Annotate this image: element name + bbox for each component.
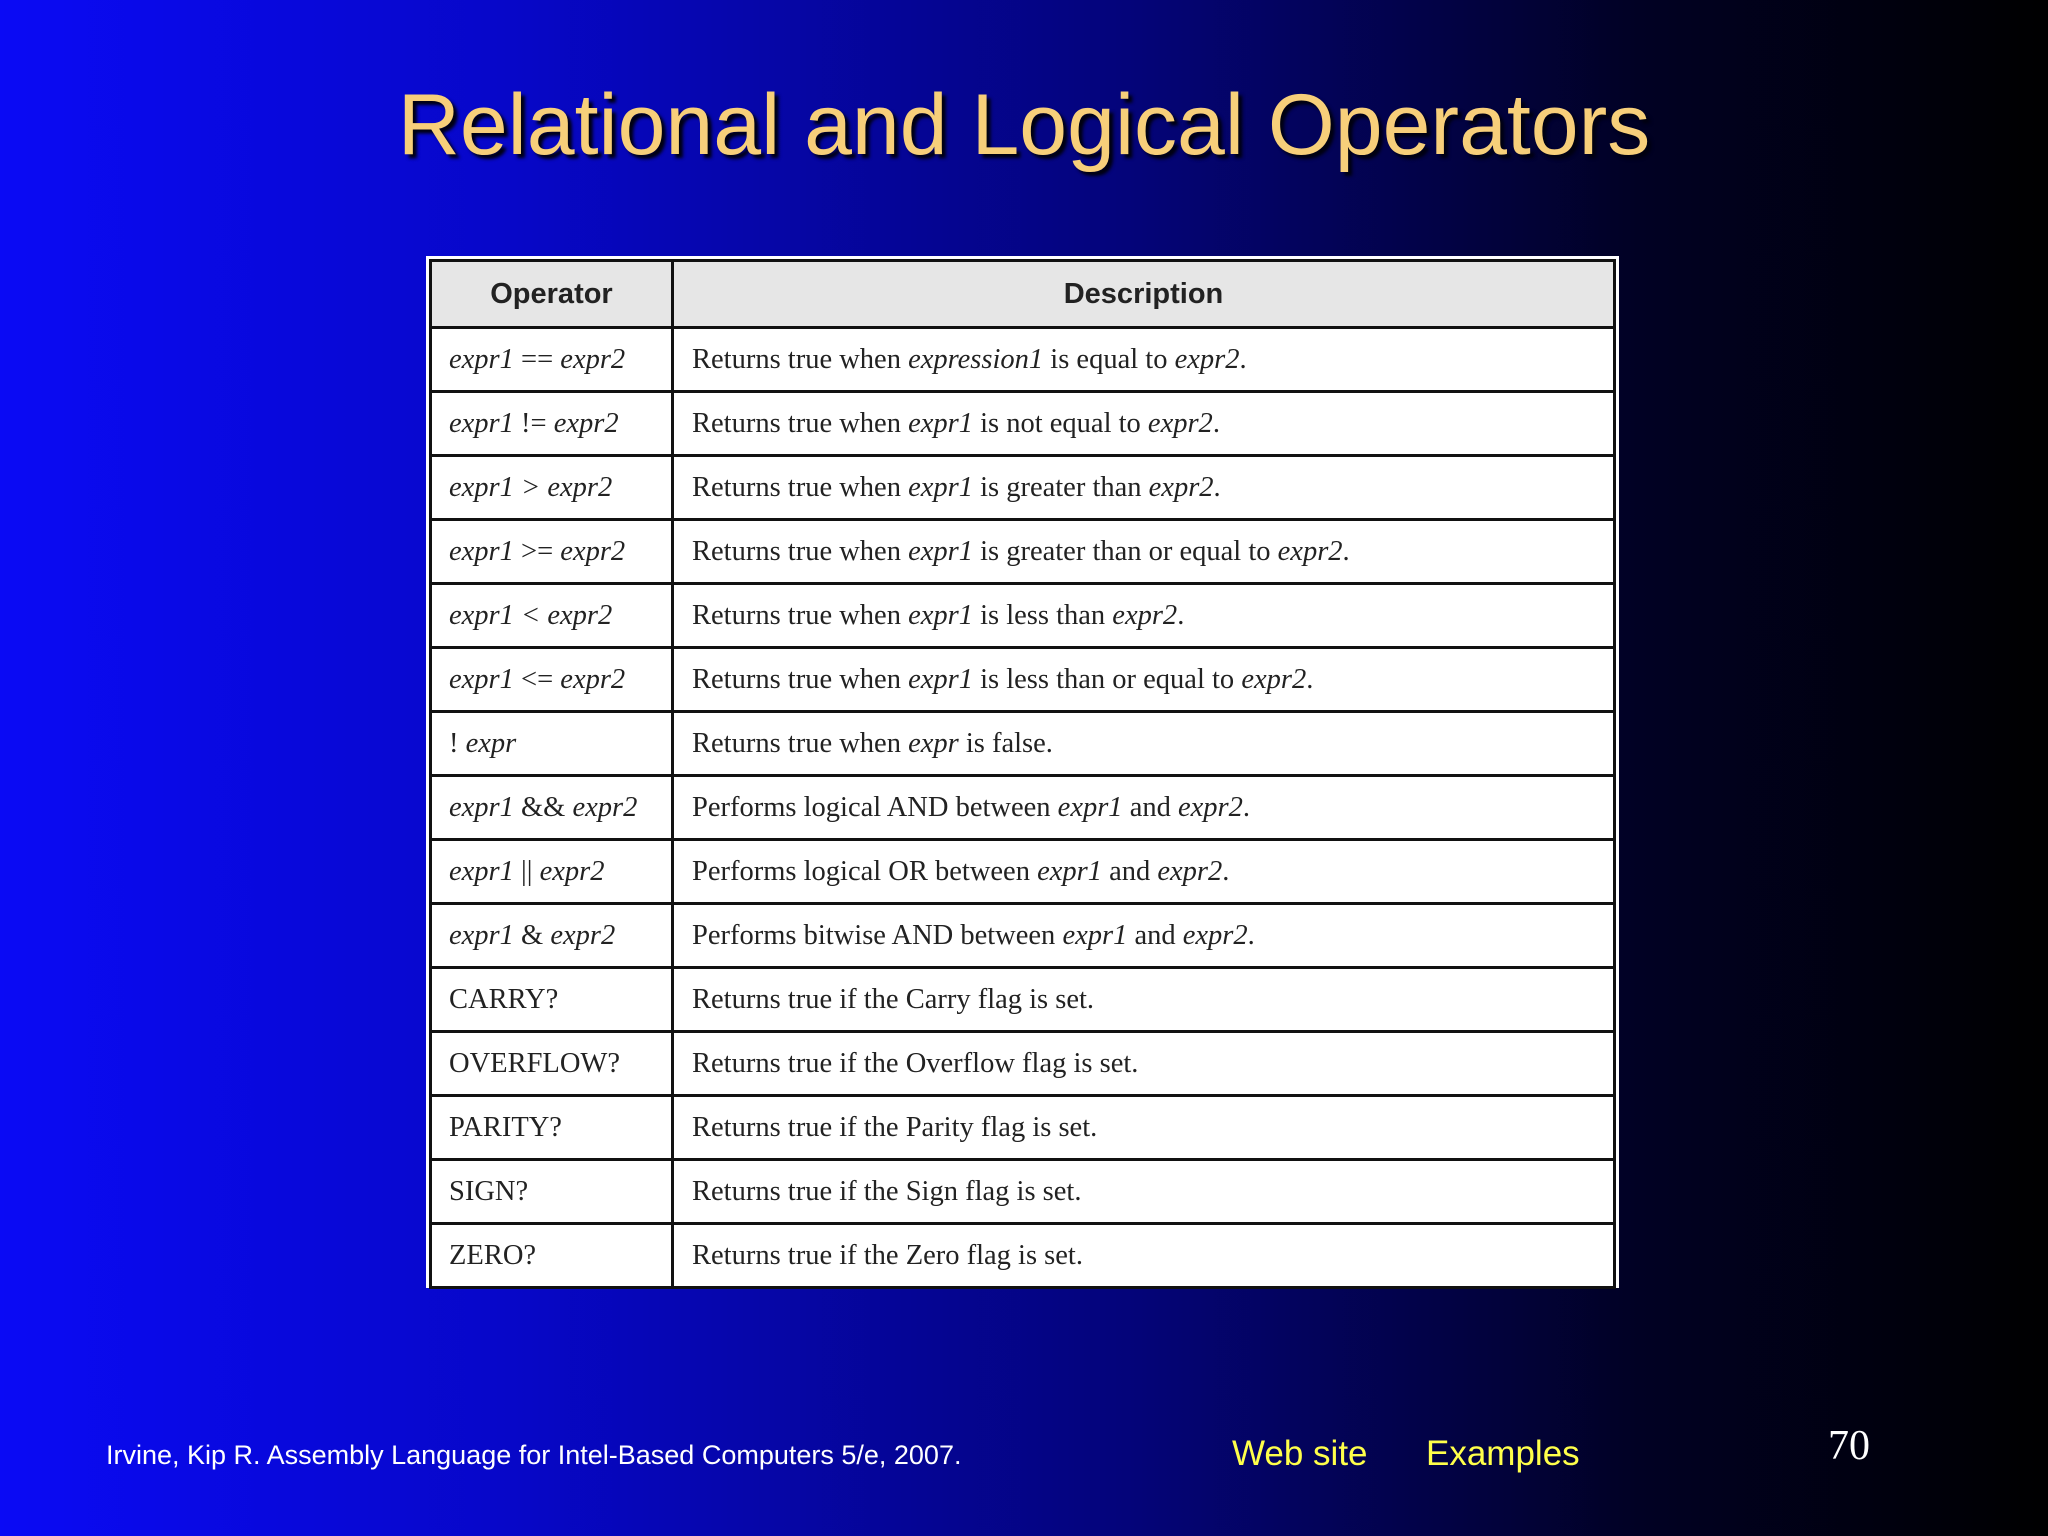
italic-text: expr2 bbox=[1241, 663, 1307, 695]
table-row bbox=[431, 584, 1615, 648]
italic-text: expr2 bbox=[1177, 791, 1243, 823]
italic-text: expr2 bbox=[1148, 471, 1214, 503]
description-cell bbox=[673, 1032, 1615, 1096]
table-row bbox=[431, 840, 1615, 904]
text-segment: >= bbox=[513, 535, 561, 567]
table-row bbox=[431, 648, 1615, 712]
text-segment: OVERFLOW? bbox=[449, 1047, 620, 1079]
text-segment: PARITY? bbox=[449, 1111, 562, 1143]
operator-cell bbox=[431, 1224, 673, 1288]
text-segment: Returns true if the Carry flag is set. bbox=[692, 983, 1095, 1015]
italic-text: expr1 bbox=[449, 855, 514, 887]
web-site-link[interactable]: Web site bbox=[1232, 1434, 1368, 1473]
operator-table-container bbox=[426, 256, 1619, 1288]
italic-text: expr2 bbox=[1277, 535, 1343, 567]
examples-link[interactable]: Examples bbox=[1426, 1434, 1580, 1473]
operator-cell bbox=[431, 1096, 673, 1160]
text-segment: Returns true when bbox=[692, 727, 909, 759]
text-segment: . bbox=[1212, 407, 1220, 439]
text-segment: Returns true when bbox=[692, 599, 909, 631]
description-cell bbox=[673, 648, 1615, 712]
italic-text: expr1 bbox=[908, 471, 973, 503]
italic-text: expr2 bbox=[560, 663, 626, 695]
text-segment: CARRY? bbox=[449, 983, 559, 1015]
italic-text: expr1 bbox=[908, 407, 973, 439]
text-segment: . bbox=[1239, 343, 1247, 375]
description-cell bbox=[673, 712, 1615, 776]
table-row bbox=[431, 1032, 1615, 1096]
text-segment: == bbox=[513, 343, 561, 375]
text-segment: and bbox=[1122, 791, 1178, 823]
italic-text: expr2 bbox=[1112, 599, 1178, 631]
italic-text: expr2 bbox=[560, 535, 626, 567]
description-cell bbox=[673, 1096, 1615, 1160]
operator-cell bbox=[431, 1160, 673, 1224]
table-row bbox=[431, 392, 1615, 456]
operator-cell bbox=[431, 1032, 673, 1096]
italic-text: expr1 bbox=[1037, 855, 1102, 887]
text-segment: <= bbox=[513, 663, 561, 695]
italic-text: expr1 bbox=[449, 919, 514, 951]
text-segment: . bbox=[1177, 599, 1185, 631]
italic-text: expr2 bbox=[1157, 855, 1223, 887]
operator-cell bbox=[431, 904, 673, 968]
description-cell bbox=[673, 840, 1615, 904]
text-segment: . bbox=[1242, 791, 1250, 823]
text-segment: . bbox=[1247, 919, 1255, 951]
description-cell bbox=[673, 1224, 1615, 1288]
header-operator: Operator bbox=[431, 261, 673, 328]
italic-text: expr2 bbox=[560, 343, 626, 375]
operator-cell bbox=[431, 840, 673, 904]
operator-cell bbox=[431, 776, 673, 840]
italic-text: expr1 bbox=[1062, 919, 1128, 951]
text-segment: is greater than bbox=[972, 471, 1149, 503]
description-cell bbox=[673, 392, 1615, 456]
text-segment: . bbox=[1342, 535, 1350, 567]
table-row bbox=[431, 1096, 1615, 1160]
operator-cell bbox=[431, 968, 673, 1032]
text-segment: Returns true when bbox=[692, 535, 909, 567]
operator-cell bbox=[431, 328, 673, 392]
italic-text: expr1 bbox=[449, 535, 514, 567]
table-row bbox=[431, 456, 1615, 520]
text-segment: is false. bbox=[958, 727, 1053, 759]
table-row bbox=[431, 776, 1615, 840]
description-cell bbox=[673, 328, 1615, 392]
text-segment: is not equal to bbox=[972, 407, 1148, 439]
italic-text: expr1 > expr2 bbox=[449, 471, 613, 503]
italic-text: expression1 bbox=[908, 343, 1044, 375]
italic-text: expr2 bbox=[539, 855, 605, 887]
text-segment: . bbox=[1306, 663, 1314, 695]
text-segment: is less than bbox=[972, 599, 1113, 631]
description-cell bbox=[673, 776, 1615, 840]
italic-text: expr2 bbox=[1182, 919, 1248, 951]
text-segment: || bbox=[513, 855, 540, 887]
description-cell bbox=[673, 1160, 1615, 1224]
italic-text: expr1 bbox=[449, 791, 514, 823]
text-segment: . bbox=[1222, 855, 1230, 887]
italic-text: expr1 < expr2 bbox=[449, 599, 613, 631]
text-segment: Returns true when bbox=[692, 663, 909, 695]
text-segment: Performs logical OR between bbox=[692, 855, 1038, 887]
text-segment: Returns true if the Sign flag is set. bbox=[692, 1175, 1082, 1207]
italic-text: expr bbox=[908, 727, 959, 759]
description-cell bbox=[673, 520, 1615, 584]
description-cell bbox=[673, 584, 1615, 648]
text-segment: Returns true if the Zero flag is set. bbox=[692, 1239, 1083, 1271]
table-header-row bbox=[431, 261, 1615, 328]
text-segment: & bbox=[513, 919, 551, 951]
text-segment: and bbox=[1101, 855, 1158, 887]
table-row bbox=[431, 904, 1615, 968]
table-row bbox=[431, 968, 1615, 1032]
operator-cell bbox=[431, 648, 673, 712]
page-number: 70 bbox=[1828, 1423, 1870, 1469]
operator-cell bbox=[431, 712, 673, 776]
italic-text: expr2 bbox=[1174, 343, 1240, 375]
table-body bbox=[431, 328, 1615, 1288]
italic-text: expr2 bbox=[572, 791, 638, 823]
italic-text: expr bbox=[465, 727, 517, 759]
text-segment: and bbox=[1127, 919, 1183, 951]
text-segment: Returns true when bbox=[692, 407, 909, 439]
text-segment: . bbox=[1213, 471, 1221, 503]
text-segment: ZERO? bbox=[449, 1239, 537, 1271]
italic-text: expr1 bbox=[908, 599, 973, 631]
operator-cell bbox=[431, 520, 673, 584]
text-segment: is less than or equal to bbox=[972, 663, 1242, 695]
operator-cell bbox=[431, 392, 673, 456]
table-row bbox=[431, 712, 1615, 776]
description-cell bbox=[673, 968, 1615, 1032]
operator-cell bbox=[431, 584, 673, 648]
citation-text: Irvine, Kip R. Assembly Language for Intel-Based Computers 5/e, 2007. bbox=[106, 1440, 962, 1470]
italic-text: expr2 bbox=[550, 919, 616, 951]
text-segment: && bbox=[513, 791, 573, 823]
operator-cell bbox=[431, 456, 673, 520]
italic-text: expr1 bbox=[908, 663, 973, 695]
header-description: Description bbox=[673, 261, 1615, 328]
text-segment: is greater than or equal to bbox=[972, 535, 1278, 567]
italic-text: expr1 bbox=[449, 663, 514, 695]
text-segment: Performs logical AND between bbox=[692, 791, 1058, 823]
text-segment: Returns true when bbox=[692, 471, 909, 503]
text-segment: Performs bitwise AND between bbox=[692, 919, 1063, 951]
italic-text: expr1 bbox=[1057, 791, 1123, 823]
table-row bbox=[431, 520, 1615, 584]
description-cell bbox=[673, 904, 1615, 968]
text-segment: != bbox=[513, 407, 554, 439]
text-segment: Returns true if the Overflow flag is set. bbox=[692, 1047, 1139, 1079]
italic-text: expr1 bbox=[449, 407, 514, 439]
italic-text: expr2 bbox=[553, 407, 619, 439]
text-segment: is equal to bbox=[1043, 343, 1175, 375]
description-cell bbox=[673, 456, 1615, 520]
text-segment: Returns true if the Parity flag is set. bbox=[692, 1111, 1098, 1143]
table-row bbox=[431, 1160, 1615, 1224]
italic-text: expr1 bbox=[449, 343, 514, 375]
operator-table bbox=[429, 259, 1616, 1289]
text-segment: SIGN? bbox=[449, 1175, 529, 1207]
table-row bbox=[431, 328, 1615, 392]
slide-title: Relational and Logical Operators bbox=[397, 77, 1651, 173]
italic-text: expr1 bbox=[908, 535, 973, 567]
table-row bbox=[431, 1224, 1615, 1288]
italic-text: expr2 bbox=[1147, 407, 1213, 439]
text-segment: ! bbox=[449, 727, 466, 759]
text-segment: Returns true when bbox=[692, 343, 909, 375]
